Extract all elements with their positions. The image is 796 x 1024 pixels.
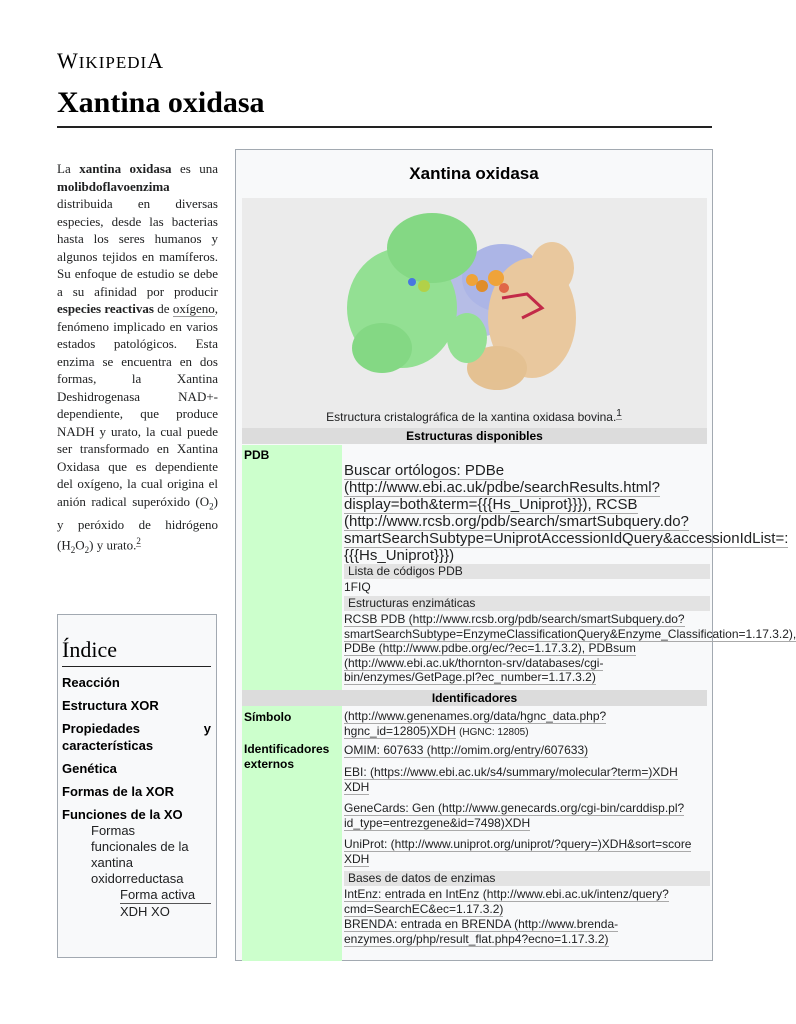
reference-link[interactable]: 1	[616, 408, 622, 419]
omim-link[interactable]: OMIM: 607633 (http://omim.org/entry/607633)	[344, 743, 589, 757]
lead-paragraph: La xantina oxidasa es una molibdoflavoenzima distribuida en diversas especies, desde las bacterias hasta los seres humanos y algunos tejidos en mamíferos. Su enfoque de estudio se debe a su afinidad por producir especies reactivas de oxígeno, fenómeno implicado en varios estados patológicos. Esta enzima se encuentra en dos formas, la Xantina Deshidrogenasa NAD+-dependiente, que produce NADH y urato, la cual puede ser transformado en Xantina Oxidasa que es dependiente del oxígeno, la cual origina el anión radical superóxido $(O_2)$ y peróxido de hidrógeno $(H_2O_2)$ y urato.$^2$	[57, 161, 219, 556]
pdb-code[interactable]: 1FIQ	[344, 580, 371, 594]
label-pdb: PDB	[242, 445, 342, 961]
bold-term: xantina oxidasa	[79, 161, 172, 176]
intenz-link[interactable]: IntEnz: entrada en IntEnz (http://www.ebi.ac.uk/intenz/query?cmd=SearchEC&ec=1.17.3.2)	[344, 887, 669, 916]
pdb-search-links[interactable]: Buscar ortólogos: PDBe (http://www.ebi.ac.uk/pdbe/searchResults.html?display=both&term={{{Hs_Uniprot}}}), RCSB (http://www.rcsb.org/pdb/search/smartSubquery.do?smartSearchSubtype=UniprotAccessionIdQuery&accessionIdList=:{{{Hs_Uniprot}}})	[344, 462, 789, 564]
infobox	[235, 149, 796, 961]
toc-subitem-forma-activa[interactable]: Forma activa XDH XO	[120, 887, 211, 920]
infobox-title: Xantina oxidasa	[409, 164, 539, 183]
reference-link[interactable]: 2	[136, 536, 141, 547]
section-header-estructuras: Estructuras disponibles	[242, 428, 707, 444]
enzyme-structures-header: Estructuras enzimáticas	[344, 596, 710, 611]
genecards-link[interactable]: GeneCards: Gen (http://www.genecards.org/cgi-bin/carddisp.pl?id_type=entrezgene&id=7498)XDH	[344, 801, 685, 830]
title-divider	[57, 126, 712, 128]
toc-item-formas[interactable]: Formas de la XOR	[62, 784, 174, 799]
bold-term: molibdoflavoenzima	[57, 178, 170, 194]
pdb-list-header: Lista de códigos PDB	[344, 564, 710, 579]
uniprot-link[interactable]: UniProt: (http://www.uniprot.org/uniprot/?query=)XDH&sort=score XDH	[344, 837, 692, 866]
link-oxigeno[interactable]: oxígeno	[172, 301, 215, 316]
label-simbolo: Símbolo	[242, 707, 342, 737]
toc-item-funciones[interactable]: Funciones de la XO	[62, 807, 183, 822]
toc-title: Índice	[62, 637, 211, 667]
brenda-link[interactable]: BRENDA: entrada en BRENDA (http://www.brenda-enzymes.org/php/result_flat.php4?ecno=1.17.3.2)	[344, 917, 619, 946]
table-of-contents	[57, 614, 217, 958]
enzyme-structures-links[interactable]: RCSB PDB (http://www.rcsb.org/pdb/search/smartSubquery.do?smartSearchSubtype=EnzymeClassificationQuery&Enzyme_Classification=1.17.3.2), PDBe (http://www.pdbe.org/ec/?ec=1.17.3.2), PDBsum (http://www.ebi.ac.uk/thornton-srv/databases/cgi-bin/enzymes/GetPage.pl?ec_number=1.17.3.2)	[344, 612, 796, 684]
symbol-value[interactable]: (http://www.genenames.org/data/hgnc_data.php?hgnc_id=12805)XDH (HGNC: 12805)	[344, 709, 607, 738]
toc-item-propiedades-cont[interactable]: características	[62, 738, 154, 753]
image-caption: Estructura cristalográfica de la xantina oxidasa bovina.$^1$	[326, 408, 622, 424]
toc-item-estructura[interactable]: Estructura XOR	[62, 698, 159, 713]
toc-item-reaccion[interactable]: Reacción	[62, 675, 120, 690]
toc-item-propiedades[interactable]: Propiedades y	[62, 721, 211, 736]
section-header-identificadores: Identificadores	[242, 690, 707, 706]
protein-structure-image[interactable]	[242, 198, 707, 428]
toc-item-genetica[interactable]: Genética	[62, 761, 117, 776]
bold-term: especies reactivas	[57, 301, 154, 316]
toc-subitem-formas[interactable]: Formas funcionales de la xantina oxidorreductasa	[91, 823, 189, 886]
wikipedia-logo[interactable]: WIKIPEDIA	[57, 48, 165, 73]
page-title: Xantina oxidasa	[57, 86, 265, 119]
label-identificadores-externos: Identificadores externos	[242, 739, 342, 961]
ebi-link[interactable]: EBI: (https://www.ebi.ac.uk/s4/summary/molecular?term=)XDH XDH	[344, 765, 678, 794]
enzyme-db-header: Bases de datos de enzimas	[344, 871, 710, 886]
